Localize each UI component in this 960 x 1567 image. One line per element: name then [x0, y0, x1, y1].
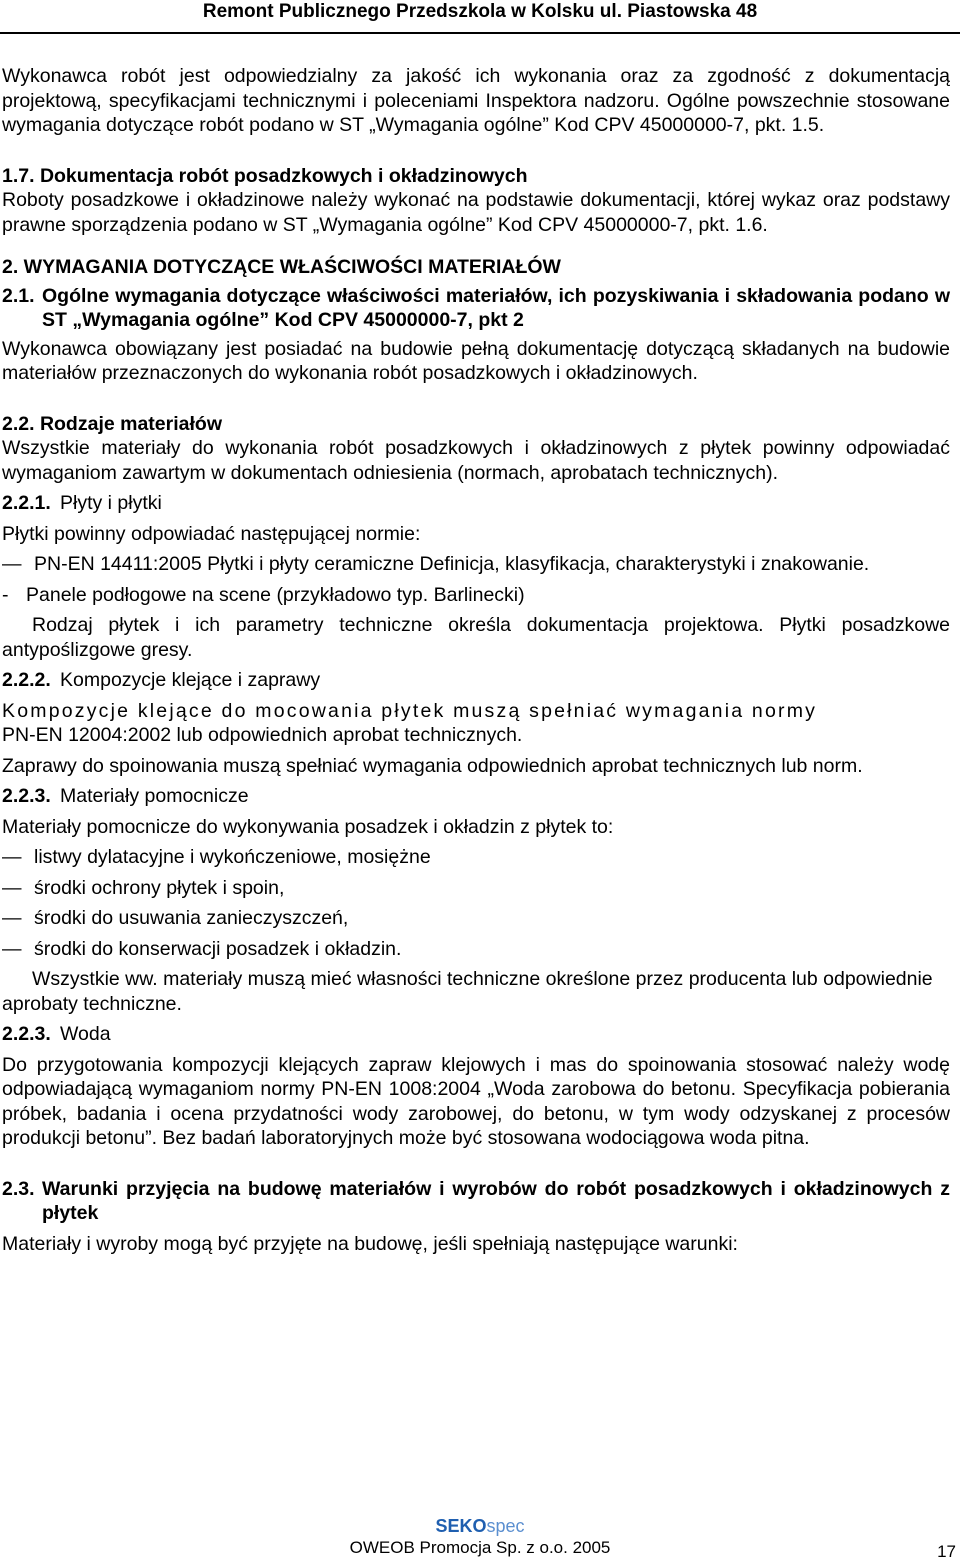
heading-2-3: [2, 1177, 950, 1226]
paragraph-2-2-2-line2: PN-EN 12004:2002 lub odpowiednich aprobat technicznych.: [2, 724, 523, 746]
heading-2-2-2-number: 2.2.2.: [2, 669, 51, 691]
list-dash: —: [2, 937, 22, 960]
page-number: 17: [937, 1542, 956, 1561]
header-rule: [0, 32, 960, 34]
heading-2-2-3-water: [2, 1022, 950, 1047]
list-dash: —: [2, 553, 22, 575]
intro-paragraph: Wykonawca robót jest odpowiedzialny za jakość ich wykonania oraz za zgodność z dokumentacją projektową, specyfikacjami technicznymi i poleceniami Inspektora nadzoru. Ogólne powszechnie stosowane wymagania dotyczące robót podano w ST „Wymagania ogólne” Kod CPV 45000000-7, pkt. 1.5.: [2, 65, 950, 136]
heading-2-2-3-water-title: Woda: [60, 1023, 111, 1045]
paragraph-1-7: Roboty posadzkowe i okładzinowe należy wykonać na podstawie dokumentacji, której wykaz oraz podstawy prawne sporządzenia podano w ST „Wymagania ogólne” Kod CPV 45000000-7, pkt. 1.6.: [2, 189, 950, 236]
list-item: [2, 583, 950, 608]
list-item-text: środki ochrony płytek i spoin,: [34, 876, 285, 899]
paragraph-2-2: Wszystkie materiały do wykonania robót posadzkowych i okładzinowych z płytek powinny odpowiadać wymaganiom zawartym w dokumentach odniesienia (normach, aprobatach technicznych).: [2, 437, 950, 484]
paragraph-2-3: Materiały i wyroby mogą być przyjęte na budowę, jeśli spełniają następujące warunki:: [2, 1232, 738, 1255]
heading-2-1-number: 2.1.: [2, 284, 35, 307]
paragraph-2-1: Wykonawca obowiązany jest posiadać na budowie pełną dokumentację dotyczącą składanych na budowie materiałów przeznaczonych do wykonania robót posadzkowych i okładzinowych.: [2, 337, 950, 384]
list-dash: —: [2, 876, 22, 899]
logo-light-text: spec: [486, 1516, 525, 1536]
list-item-text: Panele podłogowe na scene (przykładowo typ. Barlinecki): [26, 583, 525, 606]
paragraph-2-2-2-line1: Kompozycje klejące do mocowania płytek muszą spełniać wymagania normy: [2, 699, 818, 722]
list-item-text: listwy dylatacyjne i wykończeniowe, mosiężne: [34, 846, 431, 868]
list-dash: —: [2, 907, 22, 929]
list-item: [2, 906, 950, 931]
paragraph-2-2-2: Zaprawy do spoinowania muszą spełniać wymagania odpowiednich aprobat technicznych lub norm.: [2, 754, 863, 777]
heading-2-3-title: Warunki przyjęcia na budowę materiałów i wyrobów do robót posadzkowych i okładzinowych z płytek: [42, 1177, 950, 1224]
heading-2-2-1-title: Płyty i płytki: [60, 492, 162, 514]
running-header: Remont Publicznego Przedszkola w Kolsku ul. Piastowska 48: [202, 1, 758, 22]
heading-2-2-1-number: 2.2.1.: [2, 492, 51, 514]
heading-2: 2. WYMAGANIA DOTYCZĄCE WŁAŚCIWOŚCI MATERIAŁÓW: [2, 256, 561, 278]
list-item: [2, 876, 950, 901]
paragraph-2-2-1: Rodzaj płytek i ich parametry techniczne określa dokumentacja projektowa. Płytki posadzkowe antypoślizgowe gresy.: [2, 614, 950, 661]
list-dash: —: [2, 846, 22, 868]
paragraph-2-2-1-intro: Płytki powinny odpowiadać następującej normie:: [2, 522, 421, 545]
heading-2-2: 2.2. Rodzaje materiałów: [2, 412, 222, 435]
heading-2-3-number: 2.3.: [2, 1177, 35, 1200]
heading-2-2-3-number: 2.2.3.: [2, 785, 51, 807]
list-item-text: środki do konserwacji posadzek i okładzin.: [34, 937, 402, 960]
list-hyphen: -: [2, 583, 9, 606]
list-item-text: środki do usuwania zanieczyszczeń,: [34, 907, 349, 929]
heading-2-2-3-title: Materiały pomocnicze: [60, 785, 249, 807]
heading-2-2-2: [2, 668, 950, 693]
heading-2-2-3-materials: [2, 784, 950, 809]
heading-2-1-title: Ogólne wymagania dotyczące właściwości materiałów, ich pozyskiwania i składowania podano w ST „Wymagania ogólne” Kod CPV 45000000-7, pkt 2: [42, 284, 950, 331]
heading-2-1: [2, 284, 950, 333]
list-item: [2, 937, 950, 962]
page-footer: [0, 1515, 960, 1559]
document-body: [2, 64, 950, 1256]
list-item: [2, 552, 950, 577]
heading-2-2-2-title: Kompozycje klejące i zaprawy: [60, 669, 321, 691]
footer-publisher: OWEOB Promocja Sp. z o.o. 2005: [349, 1538, 611, 1557]
list-item-text: PN-EN 14411:2005 Płytki i płyty ceramiczne Definicja, klasyfikacja, charakterystyki i znakowanie.: [34, 553, 870, 575]
heading-1-7: 1.7. Dokumentacja robót posadzkowych i okładzinowych: [2, 164, 528, 187]
list-item: [2, 845, 950, 870]
paragraph-2-2-3-intro: Materiały pomocnicze do wykonywania posadzek i okładzin z płytek to:: [2, 815, 614, 838]
paragraph-water: Do przygotowania kompozycji klejących zapraw klejowych i mas do spoinowania stosować należy wodę odpowiadającą wymaganiom normy PN-EN 1008:2004 „Woda zarobowa do betonu. Specyfikacja pobierania próbek, badania i ocena przydatności wody zarobowej, do betonu, w tym wody odzyskanej z procesów produkcji betonu”. Bez badań laboratoryjnych może być stosowana wodociągowa woda pitna.: [2, 1053, 950, 1149]
sekospec-logo: [0, 1515, 960, 1537]
heading-2-2-1: [2, 491, 950, 516]
paragraph-2-2-3: Wszystkie ww. materiały muszą mieć własności techniczne określone przez producenta lub odpowiednie aprobaty techniczne.: [2, 968, 933, 1015]
logo-bold-text: SEKO: [435, 1516, 487, 1536]
heading-2-2-3-water-number: 2.2.3.: [2, 1023, 51, 1045]
